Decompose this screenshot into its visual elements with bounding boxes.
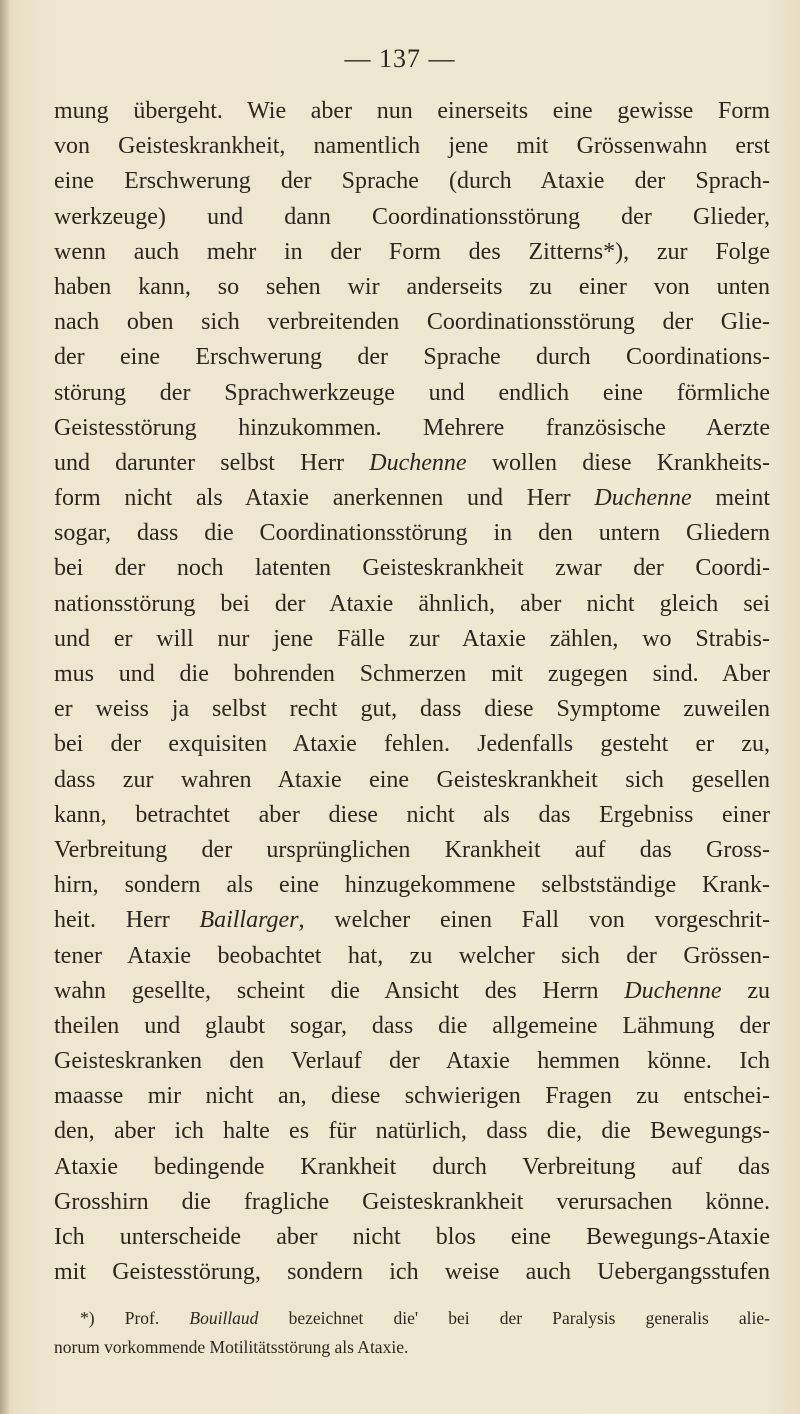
footnote-line: *) Prof. Bouillaud bezeichnet die' bei der Paralysis generalis alie- — [80, 1308, 771, 1328]
text-line: den, aber ich halte es für natürlich, dass die, die Bewegungs- — [54, 1118, 770, 1145]
text-line: tener Ataxie beobachtet hat, zu welcher sich der Grössen- — [54, 942, 770, 969]
text-line: und er will nur jene Fälle zur Ataxie zählen, wo Strabis- — [54, 625, 770, 652]
text-line: hirn, sondern als eine hinzugekommene selbstständige Krank- — [54, 872, 770, 899]
text-line: Geisteskranken den Verlauf der Ataxie hemmen könne. Ich — [54, 1048, 770, 1075]
text-line: heit. Herr Baillarger, welcher einen Fall von vorgeschrit- — [54, 907, 770, 934]
spine-shadow — [0, 0, 10, 1414]
text-line: er weiss ja selbst recht gut, dass diese Symptome zuweilen — [54, 696, 770, 723]
text-line: mit Geistesstörung, sondern ich weise auch Uebergangsstufen — [54, 1259, 770, 1286]
text-line: kann, betrachtet aber diese nicht als das Ergebniss einer — [54, 801, 770, 828]
text-line: werkzeuge) und dann Coordinationsstörung der Glieder, — [54, 203, 770, 230]
text-line: Grosshirn die fragliche Geisteskrankheit verursachen könne. — [54, 1188, 770, 1215]
text-line: Ataxie bedingende Krankheit durch Verbreitung auf das — [54, 1153, 770, 1180]
text-line: nationsstörung bei der Ataxie ähnlich, aber nicht gleich sei — [54, 590, 770, 617]
text-line: bei der noch latenten Geisteskrankheit zwar der Coordi- — [54, 555, 770, 582]
text-line: mus und die bohrenden Schmerzen mit zugegen sind. Aber — [54, 661, 770, 687]
text-line: Verbreitung der ursprünglichen Krankheit auf das Gross- — [54, 836, 770, 863]
italic-name: Duchenne — [369, 449, 467, 476]
italic-name: Baillarger — [199, 907, 299, 934]
text-line: störung der Sprachwerkzeuge und endlich eine förmliche — [54, 379, 770, 406]
text-line: nach oben sich verbreitenden Coordinationsstörung der Glie- — [54, 309, 770, 336]
italic-name: Duchenne — [594, 485, 692, 512]
text-line: mung übergeht. Wie aber nun einerseits eine gewisse Form — [54, 98, 770, 124]
italic-name: Bouillaud — [189, 1308, 259, 1328]
text-line: bei der exquisiten Ataxie fehlen. Jedenfalls gesteht er zu, — [54, 731, 770, 758]
italic-name: Duchenne — [624, 977, 722, 1004]
text-line: maasse mir nicht an, diese schwierigen Fragen zu entschei- — [54, 1083, 770, 1110]
body-text — [54, 94, 770, 1290]
footnote-line: norum vorkommende Motilitätsstörung als Ataxie. — [54, 1337, 409, 1357]
text-line: wenn auch mehr in der Form des Zitterns*), zur Folge — [54, 238, 770, 265]
text-line: Geistesstörung hinzukommen. Mehrere französische Aerzte — [54, 414, 770, 441]
text-line: der eine Erschwerung der Sprache durch Coordinations- — [54, 344, 770, 371]
text-line: von Geisteskrankheit, namentlich jene mit Grössenwahn erst — [54, 133, 770, 160]
text-line: wahn gesellte, scheint die Ansicht des Herrn Duchenne zu — [54, 977, 770, 1004]
footnote — [54, 1304, 770, 1362]
text-line: sogar, dass die Coordinationsstörung in den untern Gliedern — [54, 520, 770, 547]
text-line: form nicht als Ataxie anerkennen und Herr Duchenne meint — [54, 485, 771, 512]
text-line: theilen und glaubt sogar, dass die allgemeine Lähmung der — [54, 1012, 770, 1039]
page-number: — 137 — — [344, 44, 456, 73]
text-line: dass zur wahren Ataxie eine Geisteskrankheit sich gesellen — [54, 766, 770, 793]
text-line: haben kann, so sehen wir anderseits zu einer von unten — [54, 273, 770, 300]
text-line: Ich unterscheide aber nicht blos eine Bewegungs-Ataxie — [54, 1224, 770, 1250]
text-line: eine Erschwerung der Sprache (durch Ataxie der Sprach- — [54, 168, 770, 195]
text-line: und darunter selbst Herr Duchenne wollen diese Krankheits- — [54, 449, 770, 476]
